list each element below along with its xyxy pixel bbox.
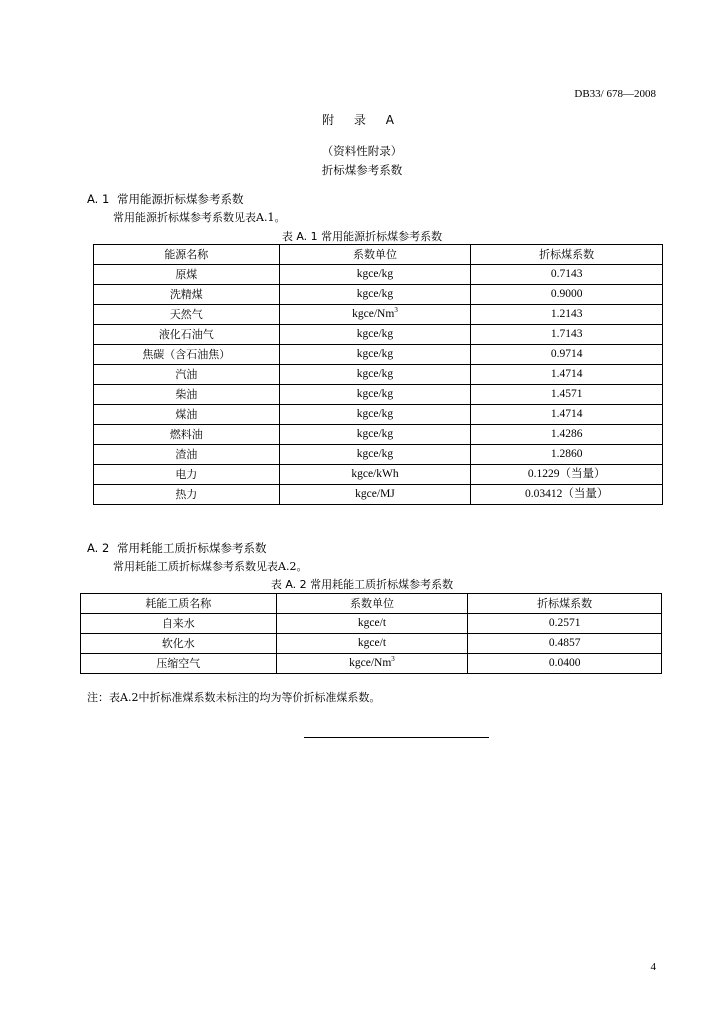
cell-name: 液化石油气	[94, 325, 280, 345]
unit-text: kgce/kg	[356, 368, 394, 380]
unit-text: kgce/kg	[356, 348, 394, 360]
cell-name: 原煤	[94, 265, 280, 285]
unit-text: kgce/t	[357, 617, 387, 629]
table-row	[94, 485, 663, 505]
cell-name: 汽油	[94, 365, 280, 385]
unit-text: kgce/kg	[356, 288, 394, 300]
cell-name: 洗精煤	[94, 285, 280, 305]
end-rule	[304, 737, 489, 738]
unit-text: kgce/kg	[356, 268, 394, 280]
cell-unit	[279, 425, 471, 445]
table-row	[94, 265, 663, 285]
table-row	[94, 365, 663, 385]
section-a1-paragraph: 常用能源折标煤参考系数见表A.1。	[113, 211, 286, 224]
cell-coefficient: 0.2571	[468, 614, 662, 634]
unit-text: kgce/kg	[356, 448, 394, 460]
cell-coefficient: 1.4286	[471, 425, 663, 445]
table-a2-caption: 表 A. 2 常用耗能工质折标煤参考系数	[270, 578, 454, 591]
table-header-row	[81, 594, 662, 614]
cell-unit	[279, 265, 471, 285]
unit-text: kgce/kg	[356, 388, 394, 400]
column-header: 系数单位	[276, 594, 468, 614]
cell-name: 柴油	[94, 385, 280, 405]
table-row	[94, 445, 663, 465]
unit-superscript: 3	[391, 655, 395, 663]
cell-unit	[279, 485, 471, 505]
cell-unit	[279, 445, 471, 465]
cell-unit	[276, 614, 468, 634]
page-number: 4	[650, 961, 656, 973]
table-row	[94, 305, 663, 325]
table-a1-caption: 表 A. 1 常用能源折标煤参考系数	[281, 230, 443, 243]
table-note: 注：表A.2中折标准煤系数未标注的均为等价折标准煤系数。	[87, 691, 381, 704]
section-a1-heading	[87, 191, 244, 207]
table-a1	[93, 244, 663, 505]
cell-name: 自来水	[81, 614, 277, 634]
column-header: 折标煤系数	[468, 594, 662, 614]
table-row	[94, 325, 663, 345]
column-header: 系数单位	[279, 245, 471, 265]
table-row	[81, 614, 662, 634]
section-number: A. 1	[87, 192, 110, 206]
table-row	[81, 634, 662, 654]
column-header: 折标煤系数	[471, 245, 663, 265]
cell-unit	[279, 285, 471, 305]
section-title: 常用能源折标煤参考系数	[117, 192, 244, 206]
cell-coefficient: 1.4714	[471, 405, 663, 425]
cell-name: 软化水	[81, 634, 277, 654]
unit-text: kgce/MJ	[355, 488, 395, 500]
section-a2-paragraph: 常用耗能工质折标煤参考系数见表A.2。	[113, 560, 308, 573]
cell-coefficient: 0.0400	[468, 654, 662, 674]
cell-unit	[279, 305, 471, 325]
section-title: 常用耗能工质折标煤参考系数	[117, 541, 267, 555]
cell-name: 热力	[94, 485, 280, 505]
table-row	[94, 285, 663, 305]
table-row	[94, 345, 663, 365]
table-header-row	[94, 245, 663, 265]
cell-coefficient: 0.1229（当量）	[471, 465, 663, 485]
cell-coefficient: 1.4571	[471, 385, 663, 405]
unit-text: kgce/t	[357, 637, 387, 649]
document-id: DB33/ 678—2008	[574, 88, 656, 100]
appendix-heading: 附 录 A	[322, 113, 402, 127]
cell-name: 压缩空气	[81, 654, 277, 674]
cell-unit	[276, 634, 468, 654]
unit-text: kgce/kg	[356, 408, 394, 420]
cell-unit	[279, 465, 471, 485]
cell-coefficient: 1.2143	[471, 305, 663, 325]
table-row	[94, 465, 663, 485]
cell-unit	[279, 365, 471, 385]
cell-coefficient: 0.7143	[471, 265, 663, 285]
unit-text: kgce/Nm	[349, 657, 392, 669]
cell-name: 电力	[94, 465, 280, 485]
cell-name: 焦碳（含石油焦）	[94, 345, 280, 365]
cell-coefficient: 1.7143	[471, 325, 663, 345]
table-a2	[80, 593, 662, 674]
cell-coefficient: 0.9714	[471, 345, 663, 365]
column-header: 能源名称	[94, 245, 280, 265]
cell-name: 天然气	[94, 305, 280, 325]
table-row	[94, 405, 663, 425]
cell-coefficient: 1.4714	[471, 365, 663, 385]
cell-coefficient: 0.4857	[468, 634, 662, 654]
section-number: A. 2	[87, 541, 110, 555]
table-row	[81, 654, 662, 674]
cell-unit	[279, 405, 471, 425]
unit-superscript: 3	[394, 306, 398, 314]
unit-text: kgce/kg	[356, 428, 394, 440]
unit-text: kgce/kWh	[351, 468, 399, 480]
column-header: 耗能工质名称	[81, 594, 277, 614]
appendix-type: （资料性附录）	[321, 144, 403, 158]
cell-name: 渣油	[94, 445, 280, 465]
cell-coefficient: 0.9000	[471, 285, 663, 305]
cell-unit	[279, 325, 471, 345]
cell-unit	[276, 654, 468, 674]
cell-unit	[279, 385, 471, 405]
cell-unit	[279, 345, 471, 365]
unit-text: kgce/Nm	[352, 308, 395, 320]
cell-coefficient: 1.2860	[471, 445, 663, 465]
unit-text: kgce/kg	[356, 328, 394, 340]
appendix-subtitle: 折标煤参考系数	[321, 163, 403, 177]
cell-coefficient: 0.03412（当量）	[471, 485, 663, 505]
table-row	[94, 385, 663, 405]
cell-name: 燃料油	[94, 425, 280, 445]
table-row	[94, 425, 663, 445]
cell-name: 煤油	[94, 405, 280, 425]
section-a2-heading	[87, 540, 267, 556]
